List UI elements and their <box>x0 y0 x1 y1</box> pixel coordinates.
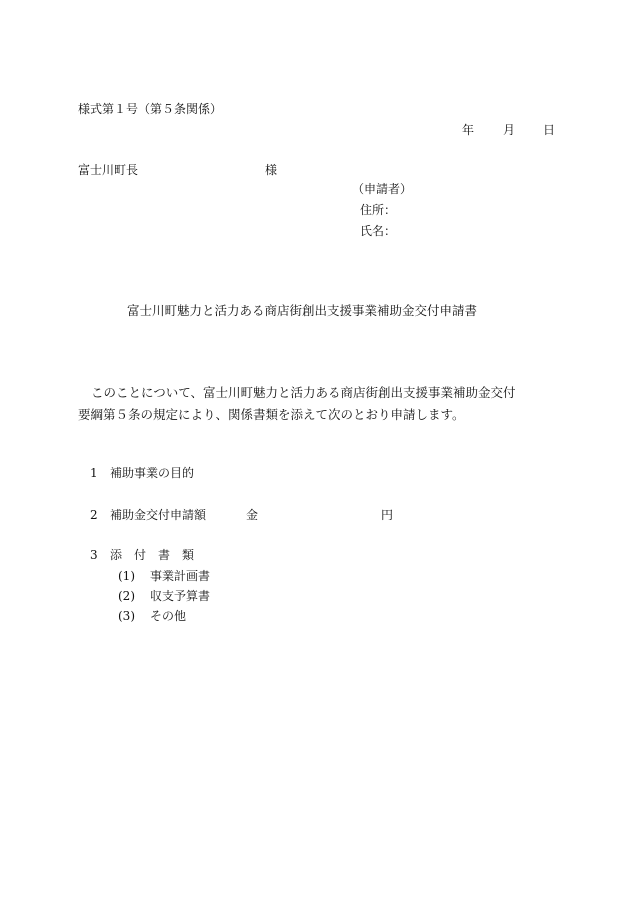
form-number: 様式第１号（第５条関係） <box>78 102 223 116</box>
attachment-1-label: 事業計画書 <box>150 569 211 583</box>
attachment-2-label: 収支予算書 <box>150 589 211 603</box>
attachment-1-number: (1) <box>118 569 135 583</box>
applicant-address-label: 住所： <box>360 203 397 217</box>
document-title: 富士川町魅力と活力ある商店街創出支援事業補助金交付申請書 <box>127 303 478 318</box>
addressee-honorific: 様 <box>265 163 278 177</box>
item3-number: 3 <box>90 548 98 562</box>
applicant-name-label: 氏名： <box>360 224 397 238</box>
attachment-3-number: (3) <box>118 609 135 623</box>
item1-number: 1 <box>90 466 98 480</box>
applicant-heading: （申請者） <box>352 182 413 196</box>
attachment-2-number: (2) <box>118 589 135 603</box>
body-paragraph <box>78 382 558 426</box>
date-month-label: 月 <box>503 123 516 137</box>
date-year-label: 年 <box>462 123 475 137</box>
date-day-label: 日 <box>543 123 556 137</box>
item2-amount-unit: 円 <box>381 508 394 522</box>
body-line-2: 要綱第５条の規定により、関係書類を添えて次のとおり申請します。 <box>78 407 465 422</box>
body-line-1: このことについて、富士川町魅力と活力ある商店街創出支援事業補助金交付 <box>91 385 516 400</box>
item1-label: 補助事業の目的 <box>110 466 195 480</box>
attachment-3-label: その他 <box>150 609 187 623</box>
item2-number: 2 <box>90 508 98 522</box>
item2-amount-prefix: 金 <box>246 508 259 522</box>
item3-label: 添 付 書 類 <box>110 548 195 562</box>
item2-label: 補助金交付申請額 <box>110 508 207 522</box>
addressee-name: 富士川町長 <box>78 163 139 177</box>
